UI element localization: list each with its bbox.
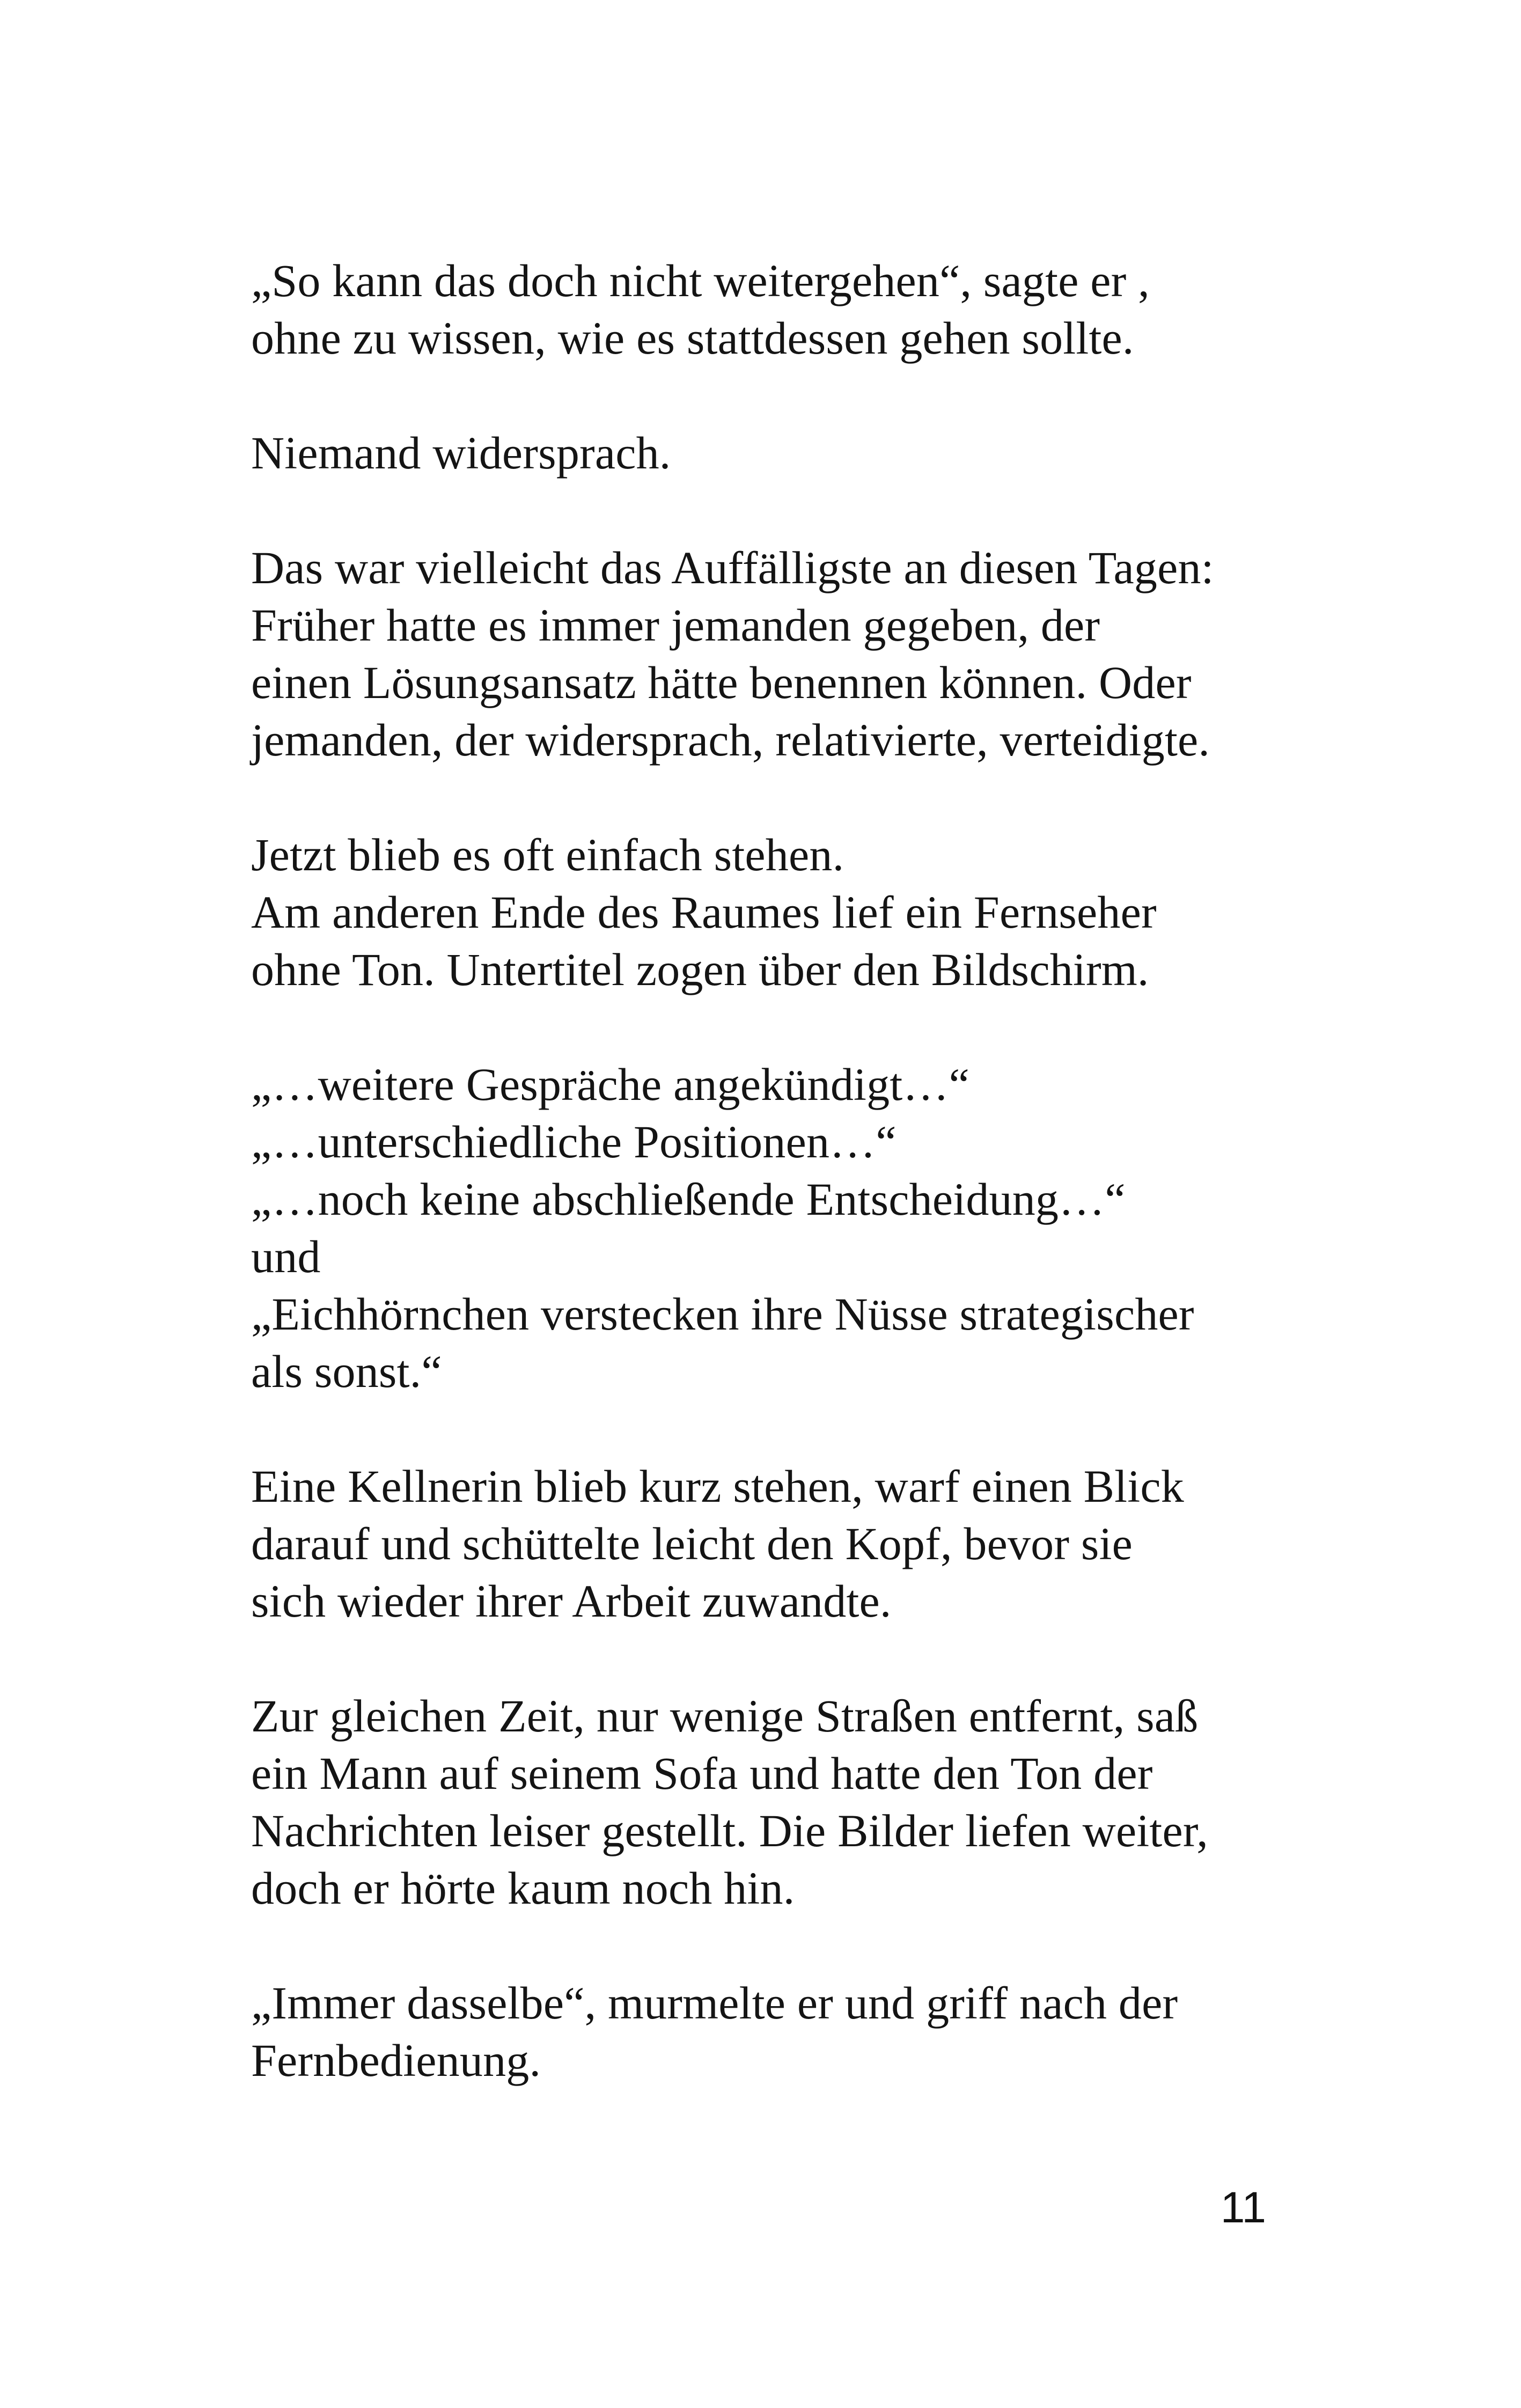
paragraph [251,1458,1319,1630]
text-line: Eine Kellnerin blieb kurz stehen, warf einen Blick [251,1460,1184,1512]
paragraph [251,424,1319,482]
text-line: ein Mann auf seinem Sofa und hatte den Ton der [251,1748,1153,1799]
text-line: Fernbedienung. [251,2035,541,2086]
text-line: Früher hatte es immer jemanden gegeben, der [251,599,1100,651]
text-line: sich wieder ihrer Arbeit zuwandte. [251,1575,892,1627]
text-line: „…weitere Gespräche angekündigt…“ [251,1059,970,1110]
paragraph [251,252,1319,367]
paragraph [251,826,1319,999]
text-line: doch er hörte kaum noch hin. [251,1862,795,1914]
text-line: und [251,1231,321,1282]
text-line: als sonst.“ [251,1346,442,1397]
text-line: jemanden, der widersprach, relativierte, verteidigte. [251,714,1210,766]
text-line: Zur gleichen Zeit, nur wenige Straßen entfernt, saß [251,1690,1199,1742]
text-line: „…unterschiedliche Positionen…“ [251,1116,897,1168]
text-line: Am anderen Ende des Raumes lief ein Fernseher [251,886,1157,938]
text-line: „Eichhörnchen verstecken ihre Nüsse strategischer [251,1288,1194,1340]
text-line: Jetzt blieb es oft einfach stehen. [251,829,844,880]
page-number: 11 [1220,2183,1266,2232]
text-line: „…noch keine abschließende Entscheidung…“ [251,1173,1126,1225]
body-text [251,252,1319,2147]
text-line: Nachrichten leiser gestellt. Die Bilder liefen weiter, [251,1805,1208,1856]
text-line: ohne Ton. Untertitel zogen über den Bildschirm. [251,944,1149,995]
paragraph [251,1056,1319,1400]
text-line: „So kann das doch nicht weitergehen“, sagte er , [251,255,1150,306]
text-line: einen Lösungsansatz hätte benennen können. Oder [251,657,1192,708]
paragraph [251,1687,1319,1917]
paragraph [251,539,1319,769]
paragraph [251,1974,1319,2089]
text-line: „Immer dasselbe“, murmelte er und griff nach der [251,1977,1178,2029]
text-line: Niemand widersprach. [251,427,671,479]
text-line: Das war vielleicht das Auffälligste an diesen Tagen: [251,542,1214,593]
text-line: ohne zu wissen, wie es stattdessen gehen sollte. [251,312,1134,364]
text-line: darauf und schüttelte leicht den Kopf, bevor sie [251,1518,1133,1569]
